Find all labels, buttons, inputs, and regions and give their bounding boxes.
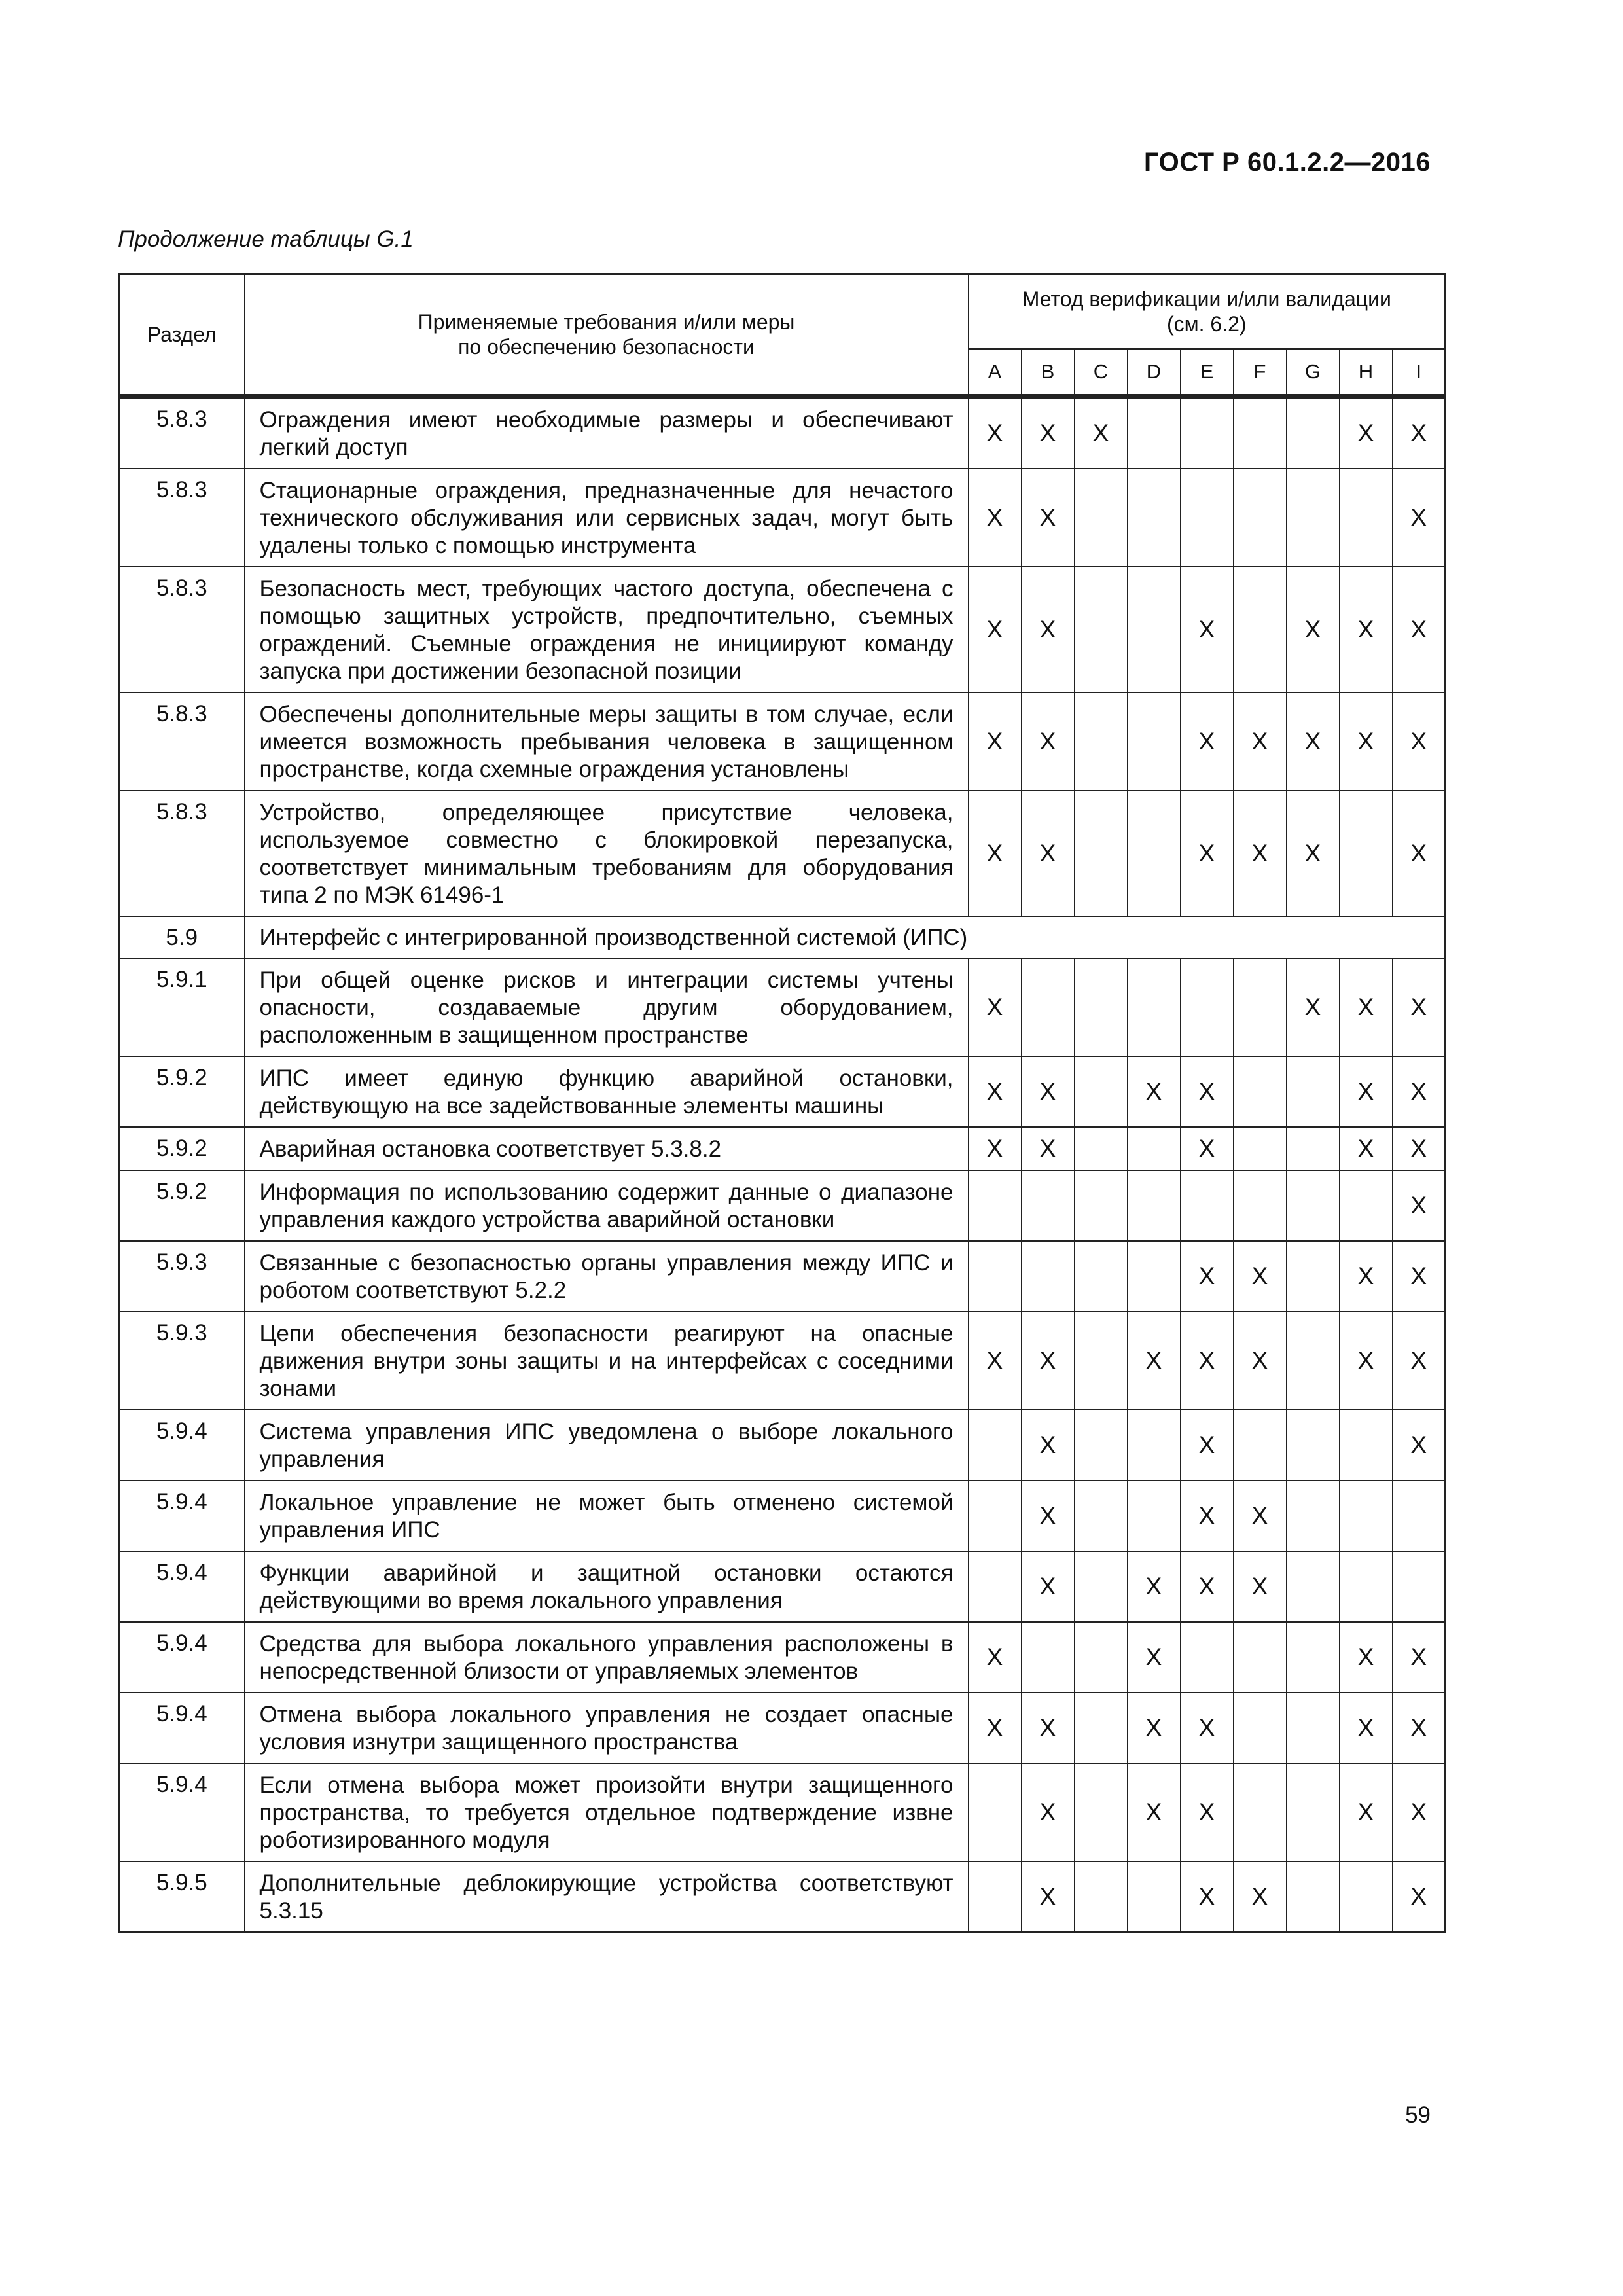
section-cell: 5.9.3: [119, 1312, 245, 1410]
section-cell: 5.9.3: [119, 1241, 245, 1312]
method-a-cell: [969, 1170, 1022, 1241]
method-h-cell: [1340, 1551, 1393, 1622]
method-c-cell: [1075, 1622, 1128, 1693]
method-f-cell: X: [1234, 692, 1287, 791]
requirement-cell: Обеспечены дополнительные меры защиты в том случае, если имеется возможность пребывания человека в защищенном пространстве, когда схемные ограждения установлены: [245, 692, 969, 791]
method-g-cell: [1287, 1693, 1340, 1763]
method-f-cell: [1234, 1693, 1287, 1763]
method-d-cell: [1128, 398, 1181, 469]
table-row: [119, 1480, 1446, 1551]
method-i-cell: X: [1393, 1127, 1446, 1170]
method-h-cell: [1340, 1170, 1393, 1241]
table-row: [119, 1127, 1446, 1170]
method-g-cell: [1287, 1170, 1340, 1241]
table-row: [119, 692, 1446, 791]
method-g-cell: [1287, 1622, 1340, 1693]
method-h-cell: X: [1340, 1127, 1393, 1170]
method-g-cell: [1287, 1861, 1340, 1933]
section-cell: 5.8.3: [119, 791, 245, 916]
header-letter-h: H: [1340, 349, 1393, 396]
method-b-cell: X: [1022, 1763, 1075, 1861]
method-i-cell: X: [1393, 1056, 1446, 1127]
method-f-cell: X: [1234, 791, 1287, 916]
method-a-cell: X: [969, 692, 1022, 791]
method-a-cell: X: [969, 1312, 1022, 1410]
method-a-cell: X: [969, 958, 1022, 1056]
method-f-cell: X: [1234, 1480, 1287, 1551]
requirement-cell: Дополнительные деблокирующие устройства соответствуют 5.3.15: [245, 1861, 969, 1933]
method-b-cell: [1022, 958, 1075, 1056]
page-number: 59: [1405, 2102, 1431, 2128]
section-cell: 5.9.2: [119, 1127, 245, 1170]
method-c-cell: [1075, 1763, 1128, 1861]
method-a-cell: X: [969, 1622, 1022, 1693]
method-g-cell: X: [1287, 791, 1340, 916]
header-letter-a: A: [969, 349, 1022, 396]
method-a-cell: [969, 1551, 1022, 1622]
section-cell: 5.8.3: [119, 567, 245, 692]
table-row: [119, 567, 1446, 692]
section-cell: 5.9.4: [119, 1763, 245, 1861]
section-cell: 5.9.5: [119, 1861, 245, 1933]
table-row: [119, 916, 1446, 958]
method-h-cell: X: [1340, 1056, 1393, 1127]
method-f-cell: X: [1234, 1241, 1287, 1312]
table-caption: Продолжение таблицы G.1: [118, 226, 414, 252]
method-a-cell: [969, 1241, 1022, 1312]
section-cell: 5.9.4: [119, 1551, 245, 1622]
method-a-cell: X: [969, 398, 1022, 469]
method-f-cell: X: [1234, 1861, 1287, 1933]
method-h-cell: [1340, 1861, 1393, 1933]
method-e-cell: [1181, 958, 1234, 1056]
table-row: [119, 1622, 1446, 1693]
method-h-cell: X: [1340, 567, 1393, 692]
method-d-cell: [1128, 791, 1181, 916]
method-c-cell: [1075, 1056, 1128, 1127]
method-g-cell: X: [1287, 567, 1340, 692]
method-i-cell: X: [1393, 567, 1446, 692]
method-i-cell: [1393, 1480, 1446, 1551]
method-f-cell: [1234, 1127, 1287, 1170]
section-cell: 5.9.4: [119, 1480, 245, 1551]
table-row: [119, 1551, 1446, 1622]
method-i-cell: [1393, 1551, 1446, 1622]
method-d-cell: [1128, 692, 1181, 791]
table-row: [119, 1410, 1446, 1480]
method-e-cell: [1181, 469, 1234, 567]
method-i-cell: X: [1393, 1693, 1446, 1763]
method-f-cell: [1234, 1622, 1287, 1693]
method-c-cell: [1075, 1241, 1128, 1312]
method-i-cell: X: [1393, 1622, 1446, 1693]
table-row: [119, 1861, 1446, 1933]
section-cell: 5.9.4: [119, 1622, 245, 1693]
method-c-cell: [1075, 469, 1128, 567]
method-h-cell: X: [1340, 398, 1393, 469]
method-h-cell: X: [1340, 1622, 1393, 1693]
requirement-cell: Устройство, определяющее присутствие человека, используемое совместно с блокировкой перезапуска, соответствует минимальным требованиям для оборудования типа 2 по МЭК 61496-1: [245, 791, 969, 916]
table-row: [119, 791, 1446, 916]
header-letter-i: I: [1393, 349, 1446, 396]
method-f-cell: [1234, 567, 1287, 692]
requirement-cell: Средства для выбора локального управления расположены в непосредственной близости от управляемых элементов: [245, 1622, 969, 1693]
table-row: [119, 1693, 1446, 1763]
requirement-cell: ИПС имеет единую функцию аварийной остановки, действующую на все задействованные элементы машины: [245, 1056, 969, 1127]
method-g-cell: [1287, 469, 1340, 567]
method-a-cell: X: [969, 791, 1022, 916]
requirement-cell: Функции аварийной и защитной остановки остаются действующими во время локального управления: [245, 1551, 969, 1622]
method-b-cell: [1022, 1241, 1075, 1312]
method-g-cell: X: [1287, 692, 1340, 791]
method-i-cell: X: [1393, 958, 1446, 1056]
method-d-cell: [1128, 1170, 1181, 1241]
method-i-cell: X: [1393, 1410, 1446, 1480]
method-e-cell: [1181, 1622, 1234, 1693]
section-cell: 5.9: [119, 916, 245, 958]
method-c-cell: [1075, 791, 1128, 916]
requirement-cell: Связанные с безопасностью органы управления между ИПС и роботом соответствуют 5.2.2: [245, 1241, 969, 1312]
method-a-cell: X: [969, 469, 1022, 567]
method-b-cell: X: [1022, 1127, 1075, 1170]
method-c-cell: [1075, 1410, 1128, 1480]
method-g-cell: [1287, 1763, 1340, 1861]
method-a-cell: [969, 1480, 1022, 1551]
method-b-cell: [1022, 1170, 1075, 1241]
header-requirements-line2: по обеспечению безопасности: [458, 335, 755, 359]
section-cell: 5.9.2: [119, 1170, 245, 1241]
section-cell: 5.8.3: [119, 692, 245, 791]
table-body: [119, 396, 1446, 1933]
table-row: [119, 1170, 1446, 1241]
method-f-cell: X: [1234, 1312, 1287, 1410]
table-row: [119, 398, 1446, 469]
method-b-cell: X: [1022, 567, 1075, 692]
method-d-cell: [1128, 469, 1181, 567]
method-d-cell: [1128, 1241, 1181, 1312]
method-c-cell: [1075, 1480, 1128, 1551]
table-row: [119, 1241, 1446, 1312]
method-a-cell: [969, 1763, 1022, 1861]
method-g-cell: [1287, 398, 1340, 469]
method-g-cell: [1287, 1312, 1340, 1410]
header-method-line1: Метод верификации и/или валидации: [1022, 287, 1391, 311]
section-title-cell: Интерфейс с интегрированной производственной системой (ИПС): [245, 916, 1446, 958]
table-row: [119, 1763, 1446, 1861]
method-d-cell: X: [1128, 1056, 1181, 1127]
method-i-cell: X: [1393, 398, 1446, 469]
method-b-cell: X: [1022, 1312, 1075, 1410]
method-b-cell: X: [1022, 1410, 1075, 1480]
method-d-cell: X: [1128, 1693, 1181, 1763]
header-letter-e: E: [1181, 349, 1234, 396]
requirement-cell: Отмена выбора локального управления не создает опасные условия изнутри защищенного пространства: [245, 1693, 969, 1763]
method-h-cell: X: [1340, 1312, 1393, 1410]
method-f-cell: [1234, 958, 1287, 1056]
method-b-cell: X: [1022, 469, 1075, 567]
method-e-cell: X: [1181, 1312, 1234, 1410]
method-g-cell: X: [1287, 958, 1340, 1056]
method-i-cell: X: [1393, 1763, 1446, 1861]
requirement-cell: Цепи обеспечения безопасности реагируют на опасные движения внутри зоны защиты и на интерфейсах с соседними зонами: [245, 1312, 969, 1410]
method-i-cell: X: [1393, 1312, 1446, 1410]
method-e-cell: X: [1181, 1127, 1234, 1170]
method-g-cell: [1287, 1480, 1340, 1551]
method-b-cell: X: [1022, 791, 1075, 916]
method-d-cell: [1128, 1410, 1181, 1480]
section-cell: 5.9.4: [119, 1693, 245, 1763]
method-e-cell: X: [1181, 692, 1234, 791]
method-c-cell: [1075, 1693, 1128, 1763]
method-h-cell: [1340, 469, 1393, 567]
method-b-cell: X: [1022, 1056, 1075, 1127]
method-c-cell: [1075, 1170, 1128, 1241]
method-h-cell: [1340, 1480, 1393, 1551]
method-i-cell: X: [1393, 1170, 1446, 1241]
method-g-cell: [1287, 1056, 1340, 1127]
requirement-cell: Локальное управление не может быть отменено системой управления ИПС: [245, 1480, 969, 1551]
method-d-cell: [1128, 958, 1181, 1056]
method-e-cell: X: [1181, 1693, 1234, 1763]
method-e-cell: X: [1181, 1241, 1234, 1312]
method-b-cell: X: [1022, 692, 1075, 791]
requirement-cell: Ограждения имеют необходимые размеры и обеспечивают легкий доступ: [245, 398, 969, 469]
section-cell: 5.8.3: [119, 469, 245, 567]
method-c-cell: [1075, 567, 1128, 692]
header-letter-f: F: [1234, 349, 1287, 396]
section-cell: 5.9.4: [119, 1410, 245, 1480]
method-e-cell: [1181, 1170, 1234, 1241]
method-f-cell: [1234, 398, 1287, 469]
method-d-cell: [1128, 1127, 1181, 1170]
method-h-cell: X: [1340, 692, 1393, 791]
method-i-cell: X: [1393, 1861, 1446, 1933]
header-letter-g: G: [1287, 349, 1340, 396]
header-method-line2: (см. 6.2): [1166, 312, 1247, 336]
method-h-cell: [1340, 791, 1393, 916]
method-h-cell: [1340, 1410, 1393, 1480]
header-method: [969, 274, 1446, 350]
method-i-cell: X: [1393, 692, 1446, 791]
method-e-cell: X: [1181, 1410, 1234, 1480]
method-h-cell: X: [1340, 958, 1393, 1056]
requirement-cell: Аварийная остановка соответствует 5.3.8.2: [245, 1127, 969, 1170]
table-row: [119, 958, 1446, 1056]
method-a-cell: X: [969, 1056, 1022, 1127]
header-requirements-line1: Применяемые требования и/или меры: [418, 310, 795, 334]
method-d-cell: X: [1128, 1551, 1181, 1622]
requirement-cell: Стационарные ограждения, предназначенные для нечастого технического обслуживания или сервисных задач, могут быть удалены только с помощью инструмента: [245, 469, 969, 567]
method-d-cell: X: [1128, 1622, 1181, 1693]
method-b-cell: X: [1022, 1693, 1075, 1763]
requirement-cell: Информация по использованию содержит данные о диапазоне управления каждого устройства аварийной остановки: [245, 1170, 969, 1241]
table-row: [119, 1312, 1446, 1410]
method-d-cell: [1128, 567, 1181, 692]
method-a-cell: [969, 1861, 1022, 1933]
method-d-cell: X: [1128, 1763, 1181, 1861]
method-f-cell: [1234, 1763, 1287, 1861]
header-letter-c: C: [1075, 349, 1128, 396]
method-g-cell: [1287, 1410, 1340, 1480]
method-c-cell: X: [1075, 398, 1128, 469]
header-letter-d: D: [1128, 349, 1181, 396]
section-cell: 5.8.3: [119, 398, 245, 469]
header-section: Раздел: [119, 274, 245, 396]
method-f-cell: X: [1234, 1551, 1287, 1622]
method-a-cell: [969, 1410, 1022, 1480]
requirement-cell: Безопасность мест, требующих частого доступа, обеспечена с помощью защитных устройств, предпочтительно, съемных ограждений. Съемные ограждения не инициируют команду запуска при достижении безопасной позиции: [245, 567, 969, 692]
method-b-cell: X: [1022, 1480, 1075, 1551]
method-e-cell: X: [1181, 1861, 1234, 1933]
method-e-cell: X: [1181, 1551, 1234, 1622]
method-d-cell: [1128, 1861, 1181, 1933]
method-h-cell: X: [1340, 1693, 1393, 1763]
method-c-cell: [1075, 1551, 1128, 1622]
method-b-cell: X: [1022, 398, 1075, 469]
method-h-cell: X: [1340, 1763, 1393, 1861]
section-cell: 5.9.1: [119, 958, 245, 1056]
header-letter-b: B: [1022, 349, 1075, 396]
method-e-cell: X: [1181, 1056, 1234, 1127]
method-e-cell: X: [1181, 567, 1234, 692]
standard-code: ГОСТ Р 60.1.2.2—2016: [1143, 148, 1431, 177]
method-i-cell: X: [1393, 791, 1446, 916]
method-f-cell: [1234, 1056, 1287, 1127]
method-e-cell: X: [1181, 1480, 1234, 1551]
method-c-cell: [1075, 1127, 1128, 1170]
method-g-cell: [1287, 1241, 1340, 1312]
method-e-cell: [1181, 398, 1234, 469]
method-f-cell: [1234, 1410, 1287, 1480]
table-row: [119, 469, 1446, 567]
method-c-cell: [1075, 958, 1128, 1056]
method-e-cell: X: [1181, 1763, 1234, 1861]
requirement-cell: При общей оценке рисков и интеграции системы учтены опасности, создаваемые другим оборудованием, расположенным в защищенном пространстве: [245, 958, 969, 1056]
method-i-cell: X: [1393, 1241, 1446, 1312]
method-c-cell: [1075, 1312, 1128, 1410]
method-g-cell: [1287, 1127, 1340, 1170]
method-a-cell: X: [969, 1127, 1022, 1170]
method-g-cell: [1287, 1551, 1340, 1622]
method-b-cell: X: [1022, 1551, 1075, 1622]
method-d-cell: X: [1128, 1312, 1181, 1410]
method-b-cell: X: [1022, 1861, 1075, 1933]
method-i-cell: X: [1393, 469, 1446, 567]
table-row: [119, 1056, 1446, 1127]
method-a-cell: X: [969, 1693, 1022, 1763]
method-h-cell: X: [1340, 1241, 1393, 1312]
verification-table: [118, 273, 1446, 1933]
section-cell: 5.9.2: [119, 1056, 245, 1127]
method-a-cell: X: [969, 567, 1022, 692]
method-b-cell: [1022, 1622, 1075, 1693]
method-f-cell: [1234, 469, 1287, 567]
requirement-cell: Если отмена выбора может произойти внутри защищенного пространства, то требуется отдельное подтверждение извне роботизированного модуля: [245, 1763, 969, 1861]
method-e-cell: X: [1181, 791, 1234, 916]
method-c-cell: [1075, 1861, 1128, 1933]
requirement-cell: Система управления ИПС уведомлена о выборе локального управления: [245, 1410, 969, 1480]
method-d-cell: [1128, 1480, 1181, 1551]
method-c-cell: [1075, 692, 1128, 791]
header-requirements: [245, 274, 969, 396]
method-f-cell: [1234, 1170, 1287, 1241]
